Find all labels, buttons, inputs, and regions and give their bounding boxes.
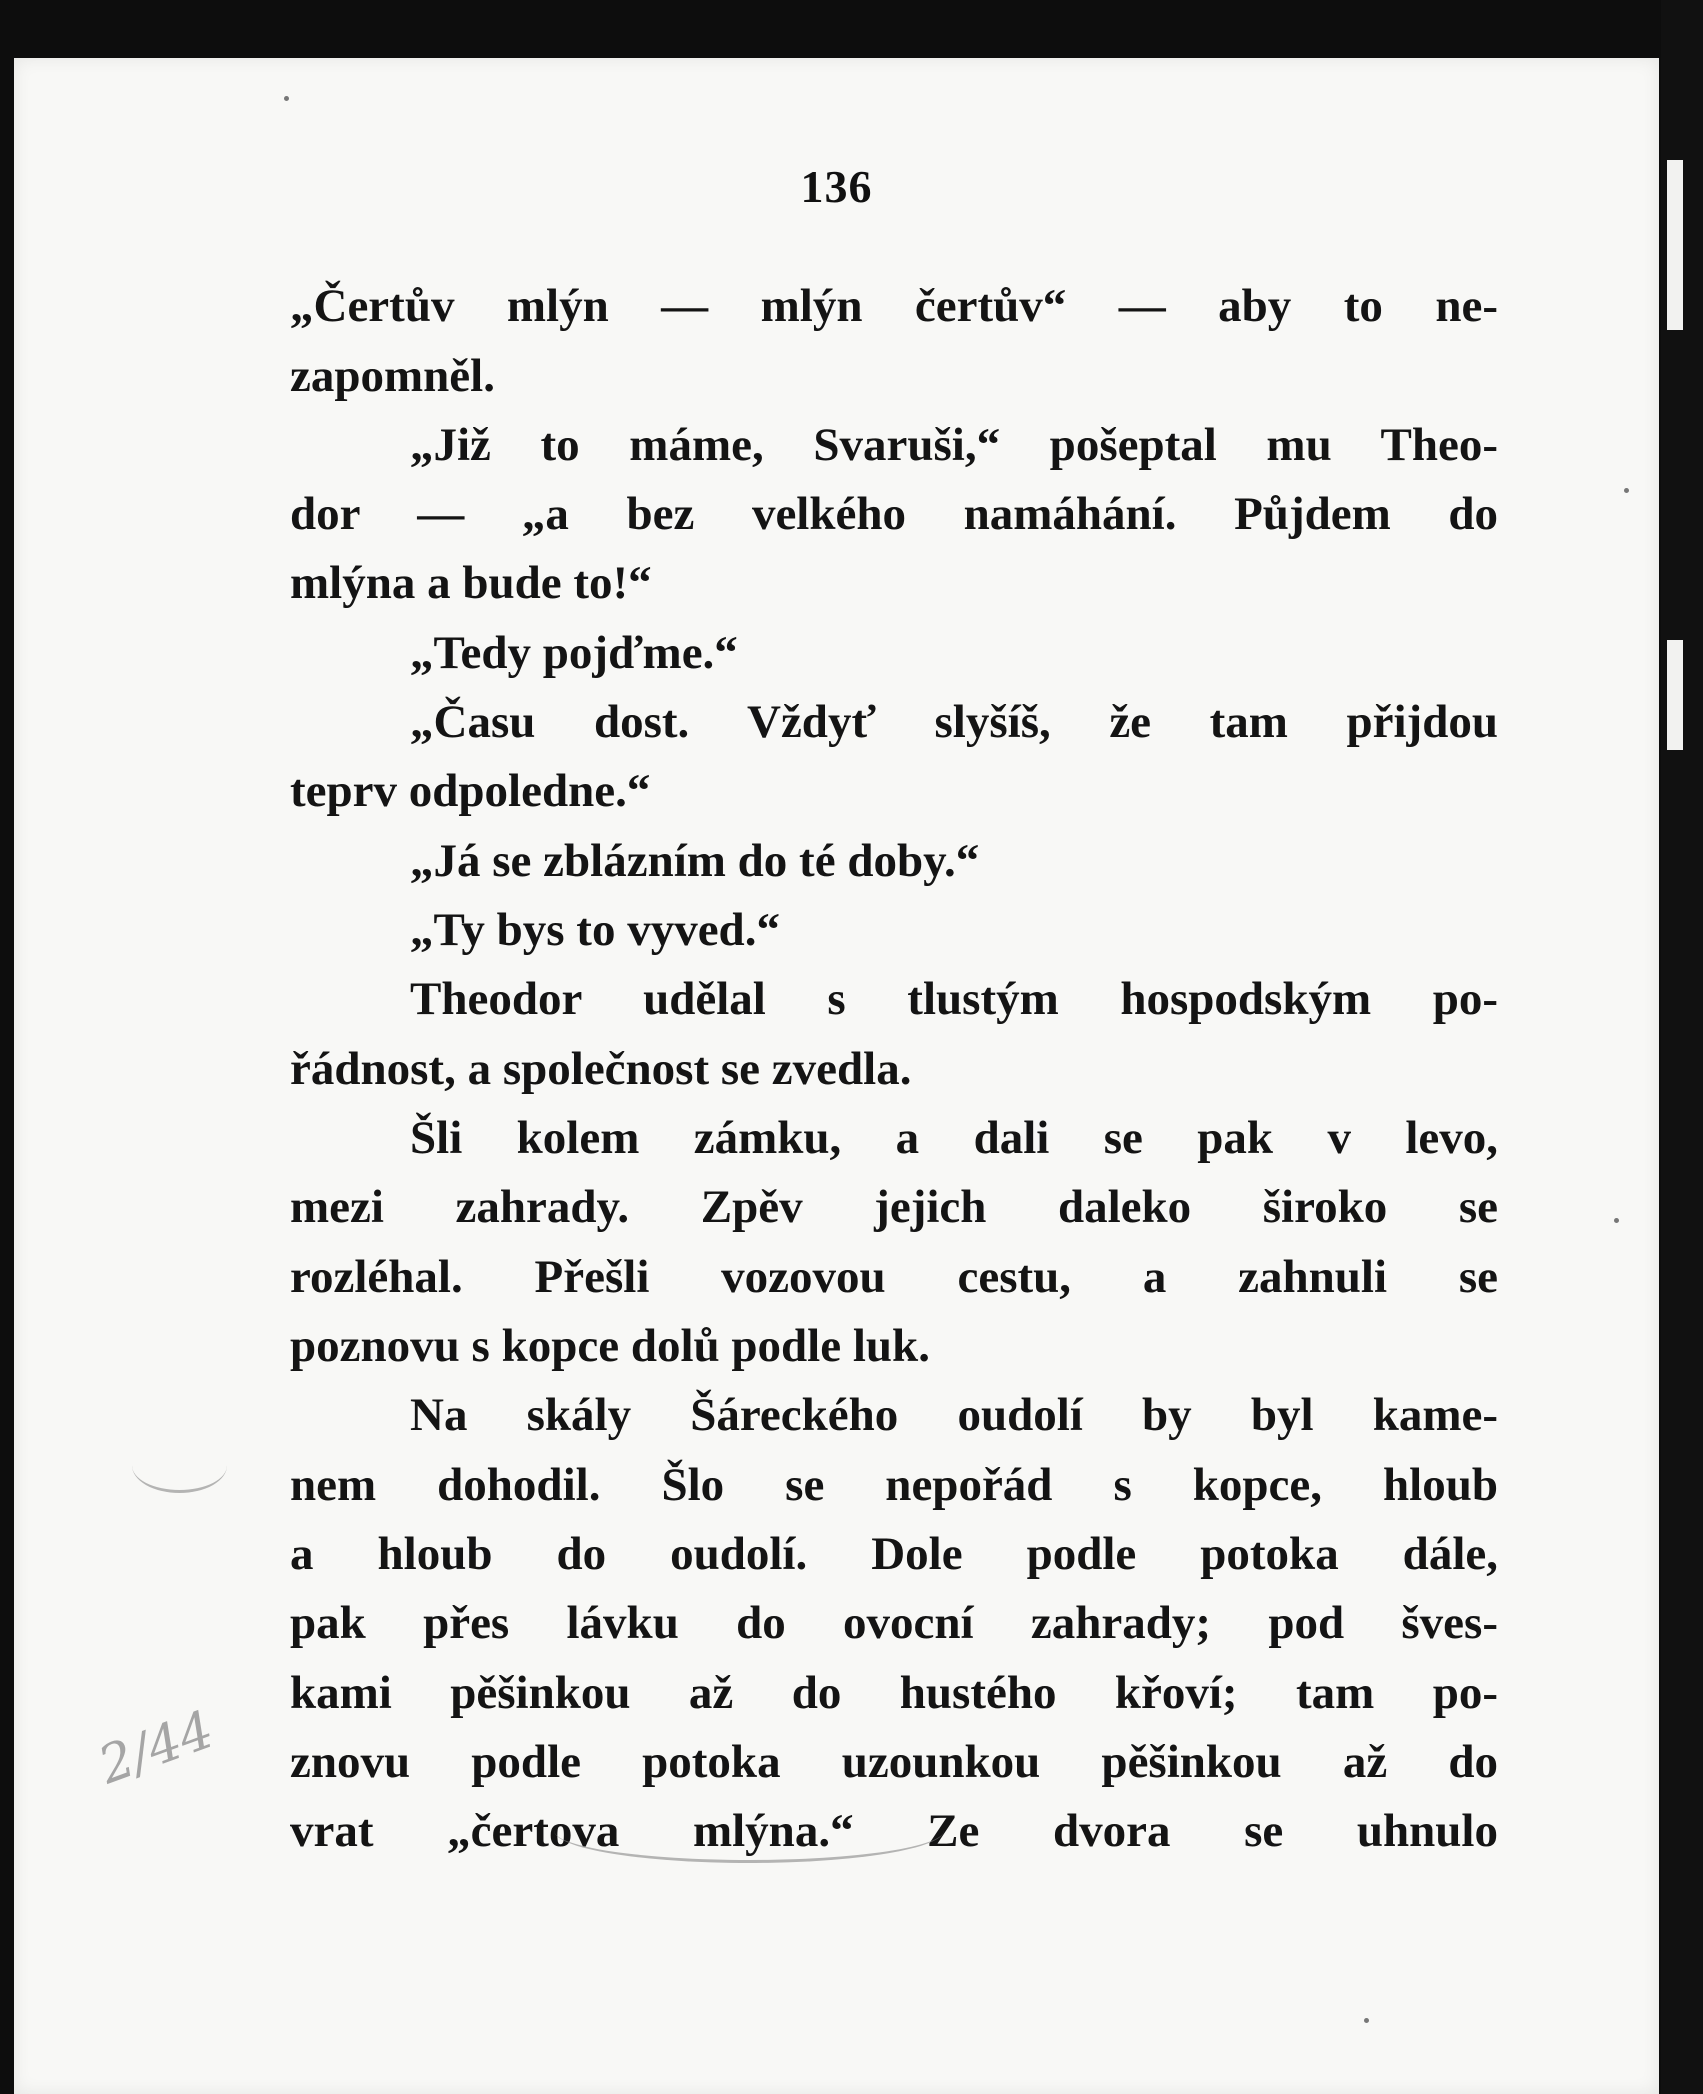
text-line: nem dohodil. Šlo se nepořád s kopce, hloub: [290, 1459, 1498, 1511]
page-number: 136: [800, 161, 873, 212]
text-line: zapomněl.: [290, 350, 495, 402]
text-line: kami pěšinkou až do hustého křoví; tam po-: [290, 1667, 1498, 1719]
text-line: „Času dost. Vždyť slyšíš, že tam přijdou: [410, 696, 1498, 748]
scan-speck: [1614, 1218, 1619, 1223]
scan-edge-tear: [1667, 160, 1683, 330]
text-line: Theodor udělal s tlustým hospodským po-: [410, 973, 1498, 1025]
text-line: vrat „čertova mlýna.“ Ze dvora se uhnulo: [290, 1805, 1498, 1857]
scan-speck: [1624, 488, 1629, 493]
text-line: Šli kolem zámku, a dali se pak v levo,: [410, 1112, 1498, 1164]
text-line: mezi zahrady. Zpěv jejich daleko široko se: [290, 1181, 1498, 1233]
text-line: rozléhal. Přešli vozovou cestu, a zahnuli se: [290, 1251, 1498, 1303]
text-line: „Já se zblázním do té doby.“: [410, 835, 980, 887]
scan-speck: [1364, 2018, 1369, 2023]
text-line: Na skály Šáreckého oudolí by byl kame-: [410, 1389, 1498, 1441]
text-line: „Tedy pojďme.“: [410, 627, 738, 679]
text-line: mlýna a bude to!“: [290, 557, 652, 609]
text-line: pak přes lávku do ovocní zahrady; pod šves-: [290, 1597, 1498, 1649]
text-line: „Již to máme, Svaruši,“ pošeptal mu Theo-: [410, 419, 1498, 471]
text-line: poznovu s kopce dolů podle luk.: [290, 1320, 930, 1372]
text-line: teprv odpoledne.“: [290, 765, 651, 817]
text-line: a hloub do oudolí. Dole podle potoka dále,: [290, 1528, 1498, 1580]
text-line: znovu podle potoka uzounkou pěšinkou až do: [290, 1736, 1498, 1788]
pencil-margin-note: 2/44: [91, 1699, 222, 1797]
pencil-mark: [132, 1438, 227, 1493]
text-line: „Ty bys to vyved.“: [410, 904, 780, 956]
text-line: „Čertův mlýn — mlýn čertův“ — aby to ne-: [290, 280, 1498, 332]
scan-edge-tear: [1667, 640, 1683, 750]
text-line: řádnost, a společnost se zvedla.: [290, 1043, 912, 1095]
pencil-underline: [554, 1798, 944, 1863]
scan-speck: [284, 96, 289, 101]
scan-border-right: [1661, 0, 1703, 2094]
text-line: dor — „a bez velkého namáhání. Půjdem do: [290, 488, 1498, 540]
book-page: [14, 58, 1659, 2094]
